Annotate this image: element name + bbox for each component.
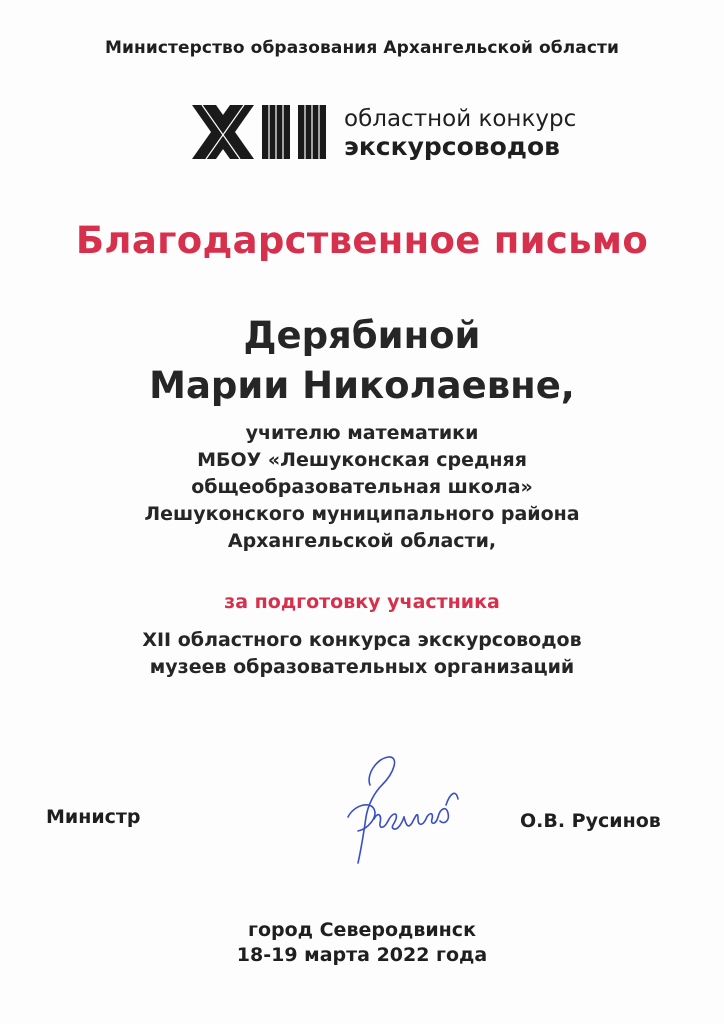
roman-numeral-logo [188, 101, 333, 163]
signer-name: О.В. Русинов [520, 810, 661, 832]
event-date: 18-19 марта 2022 года [236, 944, 488, 966]
contest-logo-text [344, 105, 576, 161]
signatory-role: Министр [46, 806, 141, 828]
contest-line: XII областного конкурса экскурсоводов [142, 629, 582, 651]
gratitude-reason: за подготовку участника [224, 591, 500, 613]
place-and-date [0, 918, 724, 968]
city: город Северодвинск [248, 919, 476, 941]
recipient-given-names: Марии Николаевне, [149, 364, 575, 407]
recipient-name [0, 311, 724, 411]
position-line: Архангельской области, [227, 530, 497, 552]
position-line: Лешуконского муниципального района [144, 503, 580, 525]
recipient-surname: Дерябиной [243, 314, 481, 357]
position-line: учителю математики [245, 422, 479, 444]
contest-line: музеев образовательных организаций [149, 656, 575, 678]
contest-name [0, 627, 724, 681]
position-line: МБОУ «Лешуконская средняя [197, 449, 527, 471]
handwritten-signature [328, 745, 478, 875]
ministry-name: Министерство образования Архангельской области [104, 38, 620, 58]
letter-title: Благодарственное письмо [75, 219, 649, 262]
contest-logo [188, 101, 588, 171]
position-line: общеобразовательная школа» [191, 476, 533, 498]
logo-line-2: экскурсоводов [344, 132, 560, 161]
recipient-position [0, 420, 724, 555]
logo-line-1: областной конкурс [344, 106, 577, 132]
